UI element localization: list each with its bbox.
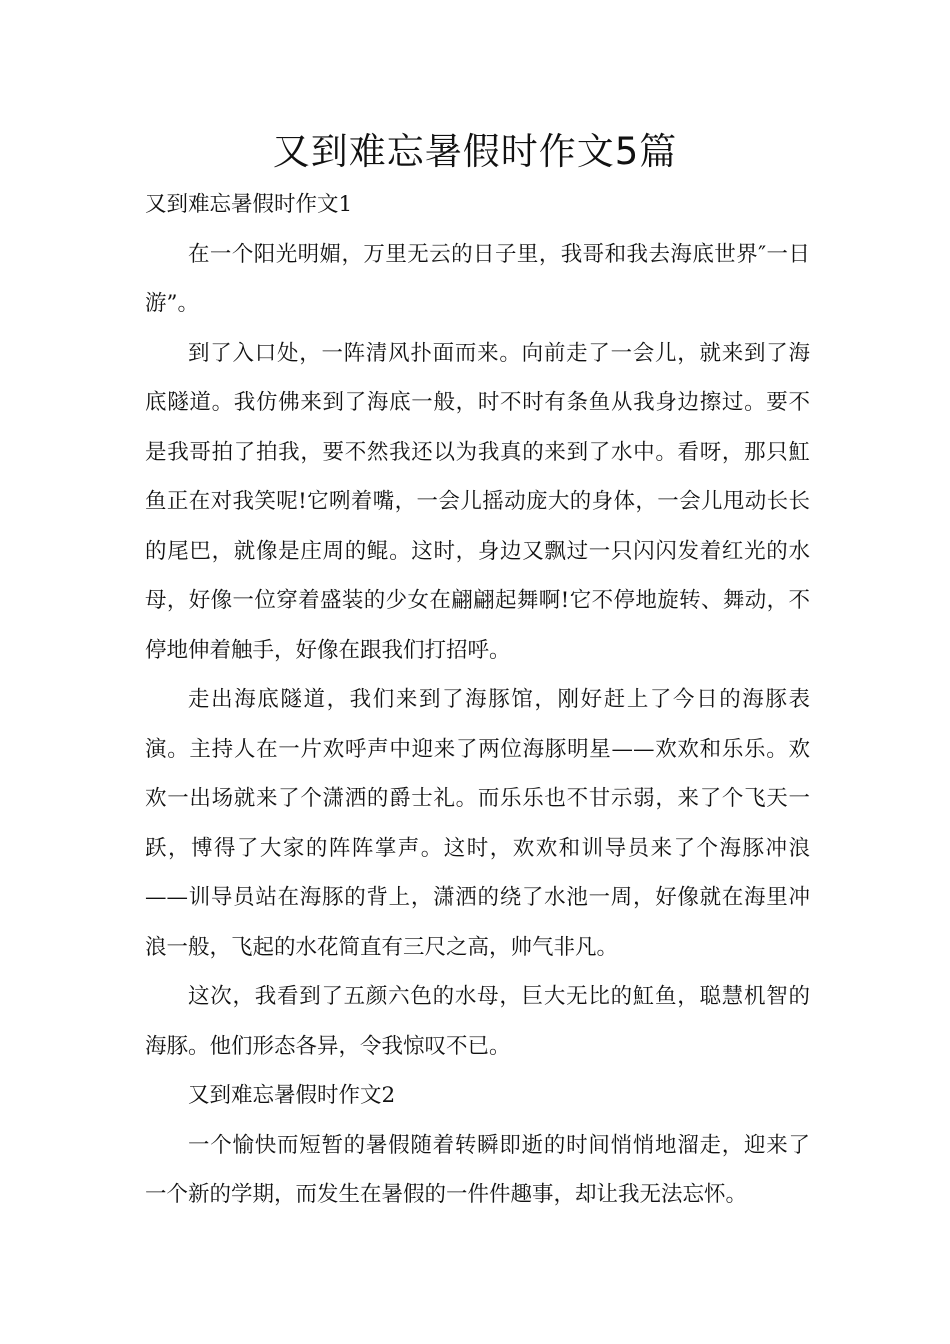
document-body <box>145 180 810 1220</box>
paragraph: 走出海底隧道，我们来到了海豚馆，刚好赶上了今日的海豚表演。主持人在一片欢呼声中迎来了两位海豚明星——欢欢和乐乐。欢欢一出场就来了个潇洒的爵士礼。而乐乐也不甘示弱，来了个飞天一跃，博得了大家的阵阵掌声。这时，欢欢和训导员来了个海豚冲浪——训导员站在海豚的背上，潇洒的绕了水池一周，好像就在海里冲浪一般，飞起的水花简直有三尺之高，帅气非凡。 <box>145 687 810 960</box>
paragraph: 到了入口处，一阵清风扑面而来。向前走了一会儿，就来到了海底隧道。我仿佛来到了海底一般，时不时有条鱼从我身边擦过。要不是我哥拍了拍我，要不然我还以为我真的来到了水中。看呀，那只魟鱼正在对我笑呢!它咧着嘴，一会儿摇动庞大的身体，一会儿甩动长长的尾巴，就像是庄周的鲲。这时，身边又飘过一只闪闪发着红光的水母，好像一位穿着盛装的少女在翩翩起舞啊!它不停地旋转、舞动，不停地伸着触手，好像在跟我们打招呼。 <box>145 340 810 663</box>
document-title: 又到难忘暑假时作文5篇 <box>272 130 678 173</box>
paragraph: 在一个阳光明媚，万里无云的日子里，我哥和我去海底世界″一日游”。 <box>145 241 810 316</box>
paragraph: 一个愉快而短暂的暑假随着转瞬即逝的时间悄悄地溜走，迎来了一个新的学期，而发生在暑假的一件件趣事，却让我无法忘怀。 <box>145 1132 810 1207</box>
paragraph: 这次，我看到了五颜六色的水母，巨大无比的魟鱼，聪慧机智的海豚。他们形态各异，令我惊叹不已。 <box>145 984 810 1059</box>
section-heading: 又到难忘暑假时作文2 <box>188 1083 396 1108</box>
section-heading: 又到难忘暑假时作文1 <box>145 192 353 217</box>
